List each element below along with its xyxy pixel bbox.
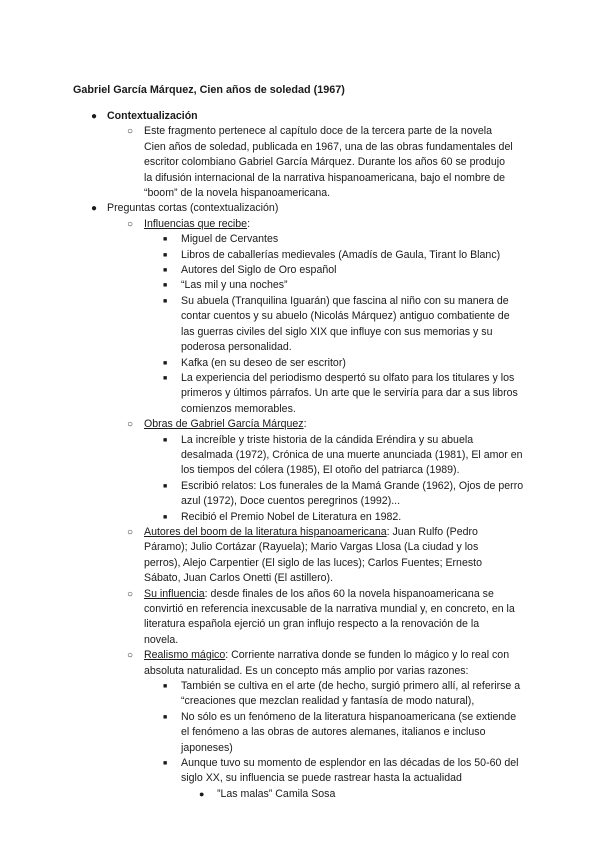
list-item-text: La increíble y triste historia de la cándida Eréndira y su abuela desalmada (1972), Crónica de una muerte anunciada (1981), El amor en los tiempos del cólera (1985), El otoño del patriarca (1989). [181,433,523,477]
list-item-text [144,587,516,649]
influencia-label: Su influencia [144,587,205,600]
obras-label: Obras de Gabriel García Márquez [144,418,304,431]
list-item [0,371,600,417]
list-item [0,232,600,247]
list-item [0,294,600,356]
bullet-square-icon: ■ [163,513,168,521]
bullet-square-icon: ■ [163,282,168,290]
colon: : [303,418,307,431]
autores-text: : Juan Rulfo (Pedro Páramo); Julio Cortázar (Rayuela); Mario Vargas Llosa (La ciudad y los perros), Alejo Carpentier (El siglo de las luces); Carlos Fuentes; Ernesto Sábato, Juan Carlos Onetti (El astillero). [144,525,482,585]
list-item-text: También se cultiva en el arte (de hecho, surgió primero allí, al referirse a “creaciones que mezclan realidad y fantasía de modo natural), [181,680,521,708]
list-item [0,433,600,479]
bullet-square-icon: ■ [163,436,168,444]
list-item [0,124,600,201]
bullet-circle-icon: ○ [127,650,134,662]
list-item [0,278,600,293]
list-item-text [144,217,516,232]
bullet-square-icon: ■ [163,713,168,721]
influencias-label: Influencias que recibe [144,217,248,230]
list-item-text: Recibió el Premio Nobel de Literatura en 1982. [181,510,402,523]
list-item [0,248,600,263]
list-item-realismo-magico [0,648,600,679]
document-title: Gabriel García Márquez, Cien años de soledad (1967) [73,84,345,96]
list-item-text: Miguel de Cervantes [181,233,279,246]
realismo-text: : Corriente narrativa donde se funden lo mágico y lo real con absoluta naturalidad. Es un concepto más amplio por varias razones: [144,649,510,677]
list-item-text [144,525,516,587]
list-item-text: La experiencia del periodismo despertó su olfato para los titulares y los primeros y últimos párrafos. Un arte que le serviría para dar a sus libros comienzos memorables. [181,371,518,415]
list-item [0,356,600,371]
bullet-square-icon: ■ [163,482,168,490]
list-item-contextualizacion [0,109,600,124]
bullet-square-icon: ■ [163,374,168,382]
document-body [0,109,600,802]
list-item-text [144,417,516,432]
list-item-text: Autores del Siglo de Oro español [181,264,337,277]
bullet-square-icon: ■ [163,297,168,305]
list-item-preguntas [0,201,600,216]
list-item [0,479,600,510]
bullet-dot-icon: ● [91,203,98,215]
list-item [0,756,600,787]
bullet-square-icon: ■ [163,683,168,691]
bullet-circle-icon: ○ [127,126,134,138]
list-item [0,710,600,756]
bullet-square-icon: ■ [163,267,168,275]
list-item-text: Escribió relatos: Los funerales de la Mamá Grande (1962), Ojos de perro azul (1972), Doce cuentos peregrinos (1992)... [181,479,524,508]
bullet-circle-icon: ○ [127,526,134,538]
list-item-text: ”Las malas” Camila Sosa [217,787,336,800]
list-item-text: Su abuela (Tranquilina Iguarán) que fascina al niño con su manera de contar cuentos y su abuelo (Nicolás Márquez) antiguo combatiente de las guerras civiles del siglo XIX que influye con sus memorias y su poderosa personalidad. [181,294,510,354]
bullet-circle-icon: ○ [127,588,134,600]
section-heading: Preguntas cortas (contextualización) [107,202,279,215]
list-item [0,787,600,802]
list-item-text: Libros de caballerías medievales (Amadís de Gaula, Tirant lo Blanc) [181,248,501,261]
bullet-square-icon: ■ [163,251,168,259]
bullet-circle-icon: ○ [127,218,134,230]
context-paragraph: Este fragmento pertenece al capítulo doce de la tercera parte de la novela Cien años de soledad, publicada en 1967, una de las obras fundamentales del escritor colombiano Gabriel García Márquez. Durante los años 60 se produjo la difusión internacional de la narrativa hispanoamericana, bajo el nombre de “boom” de la novela hispanoamericana. [144,125,513,200]
list-item [0,510,600,525]
realismo-label: Realismo mágico [144,649,226,662]
list-item-autores-boom [0,525,600,587]
bullet-square-icon: ■ [163,236,168,244]
autores-label: Autores del boom de la literatura hispanoamericana [144,525,387,538]
list-item-text [144,648,516,679]
list-item-obras [0,417,600,432]
colon: : [247,217,251,230]
list-item-influencias [0,217,600,232]
bullet-square-icon: ■ [163,760,168,768]
list-item-text: Aunque tuvo su momento de esplendor en las décadas de los 50-60 del siglo XX, su influencia se puede rastrear hasta la actualidad [181,757,519,785]
list-item [0,263,600,278]
bullet-circle-icon: ○ [127,419,134,431]
list-item [0,679,600,710]
bullet-square-icon: ■ [163,359,168,367]
list-item-text: “Las mil y una noches” [181,279,288,292]
bullet-dot-icon: ● [91,111,98,122]
influencia-text: : desde finales de los años 60 la novela hispanoamericana se convirtió en referencia inexcusable de la narrativa mundial y, en concreto, en la literatura española ejerció un gran influjo respecto a la renovación de la novela. [144,587,515,646]
section-heading: Contextualización [107,110,198,122]
list-item-su-influencia [0,587,600,649]
bullet-dot-icon: ● [199,788,205,799]
list-item-text: Kafka (en su deseo de ser escritor) [181,356,346,369]
list-item-text: No sólo es un fenómeno de la literatura hispanoamericana (se extiende el fenómeno a las obras de autores alemanes, italianos e incluso japoneses) [181,710,517,754]
